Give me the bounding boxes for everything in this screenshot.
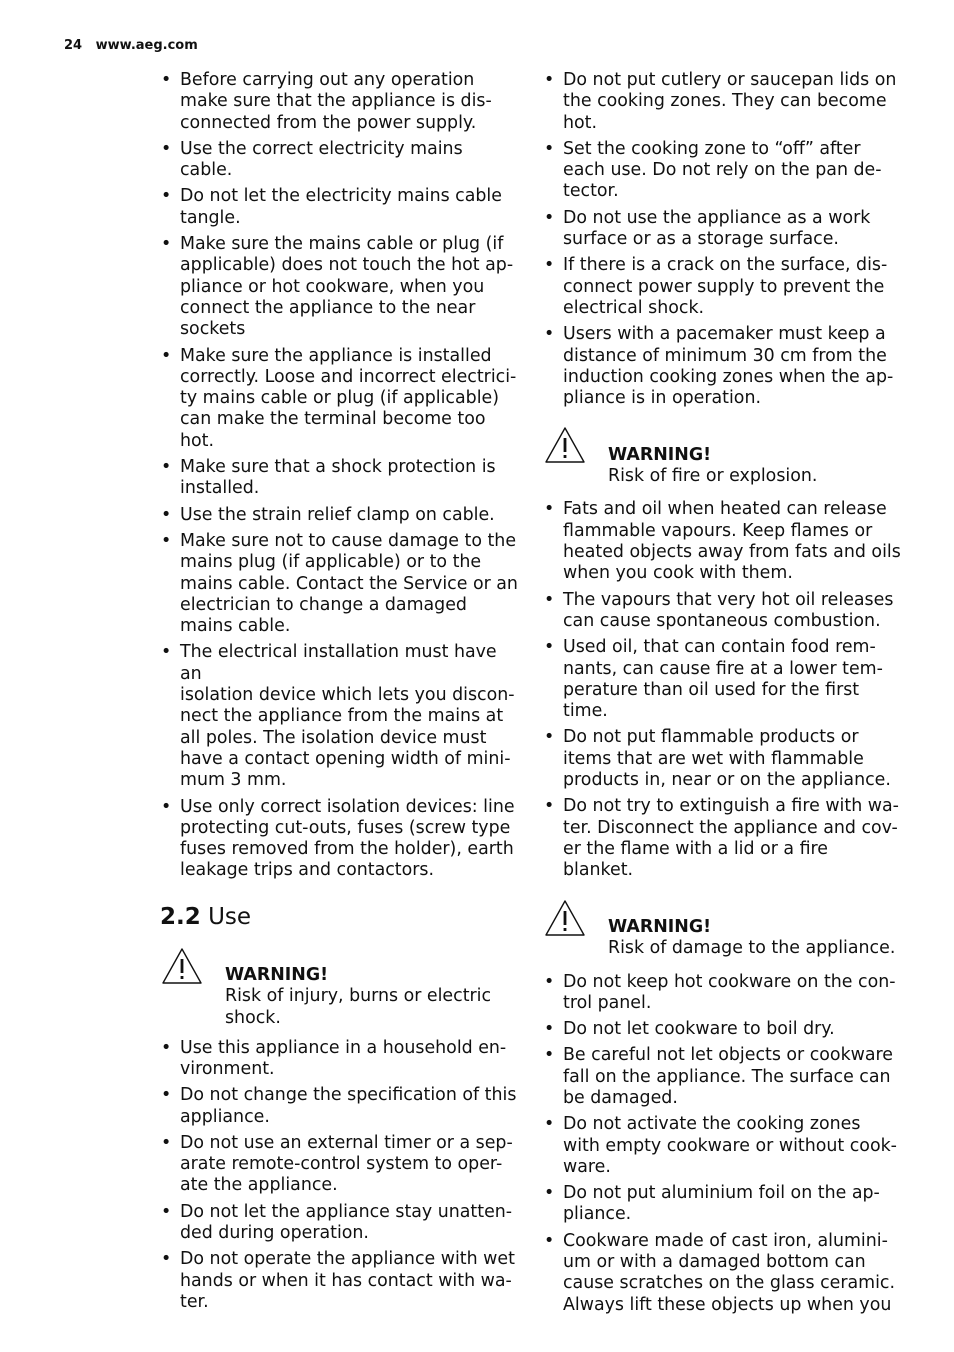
warning-text: Risk of fire or explosion. — [608, 466, 818, 487]
list-item: • Do not operate the appliance with wet hands or when it has contact with wa- ter. — [160, 1249, 520, 1313]
section-number: 2.2 — [160, 903, 201, 930]
warning-triangle-icon — [160, 946, 204, 986]
list-item: • Make sure the mains cable or plug (if applicable) does not touch the hot ap- pliance or hot cookware, when you connect the appliance to the near sockets — [160, 234, 520, 340]
warning-title: WARNING! — [225, 964, 329, 985]
list-item: • The electrical installation must have an isolation device which lets you discon- nect the appliance from the mains at all poles. The isolation device must have a contact opening width of mini- mum 3 mm. — [160, 642, 520, 791]
list-item: • Do not let the electricity mains cable tangle. — [160, 186, 520, 229]
list-item: • Used oil, that can contain food rem- nants, can cause fire at a lower tem- perature than oil used for the first time. — [543, 637, 903, 722]
list-item: • Make sure that a shock protection is installed. — [160, 457, 520, 500]
list-item: • Do not put cutlery or saucepan lids on the cooking zones. They can become hot. — [543, 70, 903, 134]
list-item: • Use the strain relief clamp on cable. — [160, 505, 520, 526]
list-item: • Do not use an external timer or a sep- arate remote-control system to oper- ate the appliance. — [160, 1133, 520, 1197]
list-item: • Do not use the appliance as a work surface or as a storage surface. — [543, 208, 903, 251]
list-item: • Be careful not let objects or cookware fall on the appliance. The surface can be damaged. — [543, 1045, 903, 1109]
list-item: • Do not keep hot cookware on the con- trol panel. — [543, 972, 903, 1015]
list-item: • Do not put aluminium foil on the ap- pliance. — [543, 1183, 903, 1226]
list-item: • Users with a pacemaker must keep a distance of minimum 30 cm from the induction cooking zones when the ap- pliance is in operation. — [543, 324, 903, 409]
warning-title: WARNING! — [608, 916, 712, 937]
website-url: www.aeg.com — [95, 38, 198, 53]
installation-safety-list — [160, 70, 520, 882]
right-column — [543, 70, 903, 1321]
fire-safety-list — [543, 499, 903, 881]
list-item: • If there is a crack on the surface, dis- connect power supply to prevent the electrical shock. — [543, 255, 903, 319]
list-item: • Before carrying out any operation make sure that the appliance is dis- connected from the power supply. — [160, 70, 520, 134]
list-item: • Do not activate the cooking zones with empty cookware or without cook- ware. — [543, 1114, 903, 1178]
use-safety-list — [160, 1038, 520, 1314]
list-item: • The vapours that very hot oil releases can cause spontaneous combustion. — [543, 590, 903, 633]
section-title: Use — [208, 903, 252, 930]
list-item: • Do not change the specification of this appliance. — [160, 1085, 520, 1128]
list-item: • Make sure the appliance is installed correctly. Loose and incorrect electrici- ty mains cable or plug (if applicable) can make the terminal become too hot. — [160, 346, 520, 452]
warning-block — [543, 423, 903, 485]
warning-text: Risk of damage to the appliance. — [608, 938, 896, 959]
list-item: • Use only correct isolation devices: line protecting cut-outs, fuses (screw type fuses removed from the holder), earth leakage trips and contactors. — [160, 797, 520, 882]
warning-block — [543, 896, 903, 958]
list-item: • Make sure not to cause damage to the mains plug (if applicable) or to the mains cable. Contact the Service or an electrician to change a damaged mains cable. — [160, 531, 520, 637]
list-item: • Do not put flammable products or items that are wet with flammable products in, near or on the appliance. — [543, 727, 903, 791]
warning-triangle-icon — [543, 425, 587, 465]
list-item: • Do not try to extinguish a fire with wa- ter. Disconnect the appliance and cov- er the flame with a lid or a fire blanket. — [543, 796, 903, 881]
use-safety-list-continued — [543, 70, 903, 409]
warning-block — [160, 944, 520, 1028]
list-item: • Use this appliance in a household en- vironment. — [160, 1038, 520, 1081]
list-item: • Fats and oil when heated can release flammable vapours. Keep flames or heated objects away from fats and oils when you cook with them. — [543, 499, 903, 584]
warning-triangle-icon — [543, 898, 587, 938]
damage-prevention-list — [543, 972, 903, 1316]
section-heading — [160, 904, 520, 930]
page-number: 24 — [64, 38, 83, 53]
page-header — [64, 38, 198, 53]
warning-title: WARNING! — [608, 444, 712, 465]
list-item: • Use the correct electricity mains cable. — [160, 139, 520, 182]
list-item: • Do not let cookware to boil dry. — [543, 1019, 903, 1040]
list-item: • Set the cooking zone to “off” after each use. Do not rely on the pan de- tector. — [543, 139, 903, 203]
warning-text: Risk of injury, burns or electric shock. — [225, 986, 492, 1028]
list-item: • Cookware made of cast iron, alumini- um or with a damaged bottom can cause scratches on the glass ceramic. Always lift these objects up when you — [543, 1231, 903, 1316]
left-column — [160, 70, 520, 1318]
list-item: • Do not let the appliance stay unatten- ded during operation. — [160, 1202, 520, 1245]
